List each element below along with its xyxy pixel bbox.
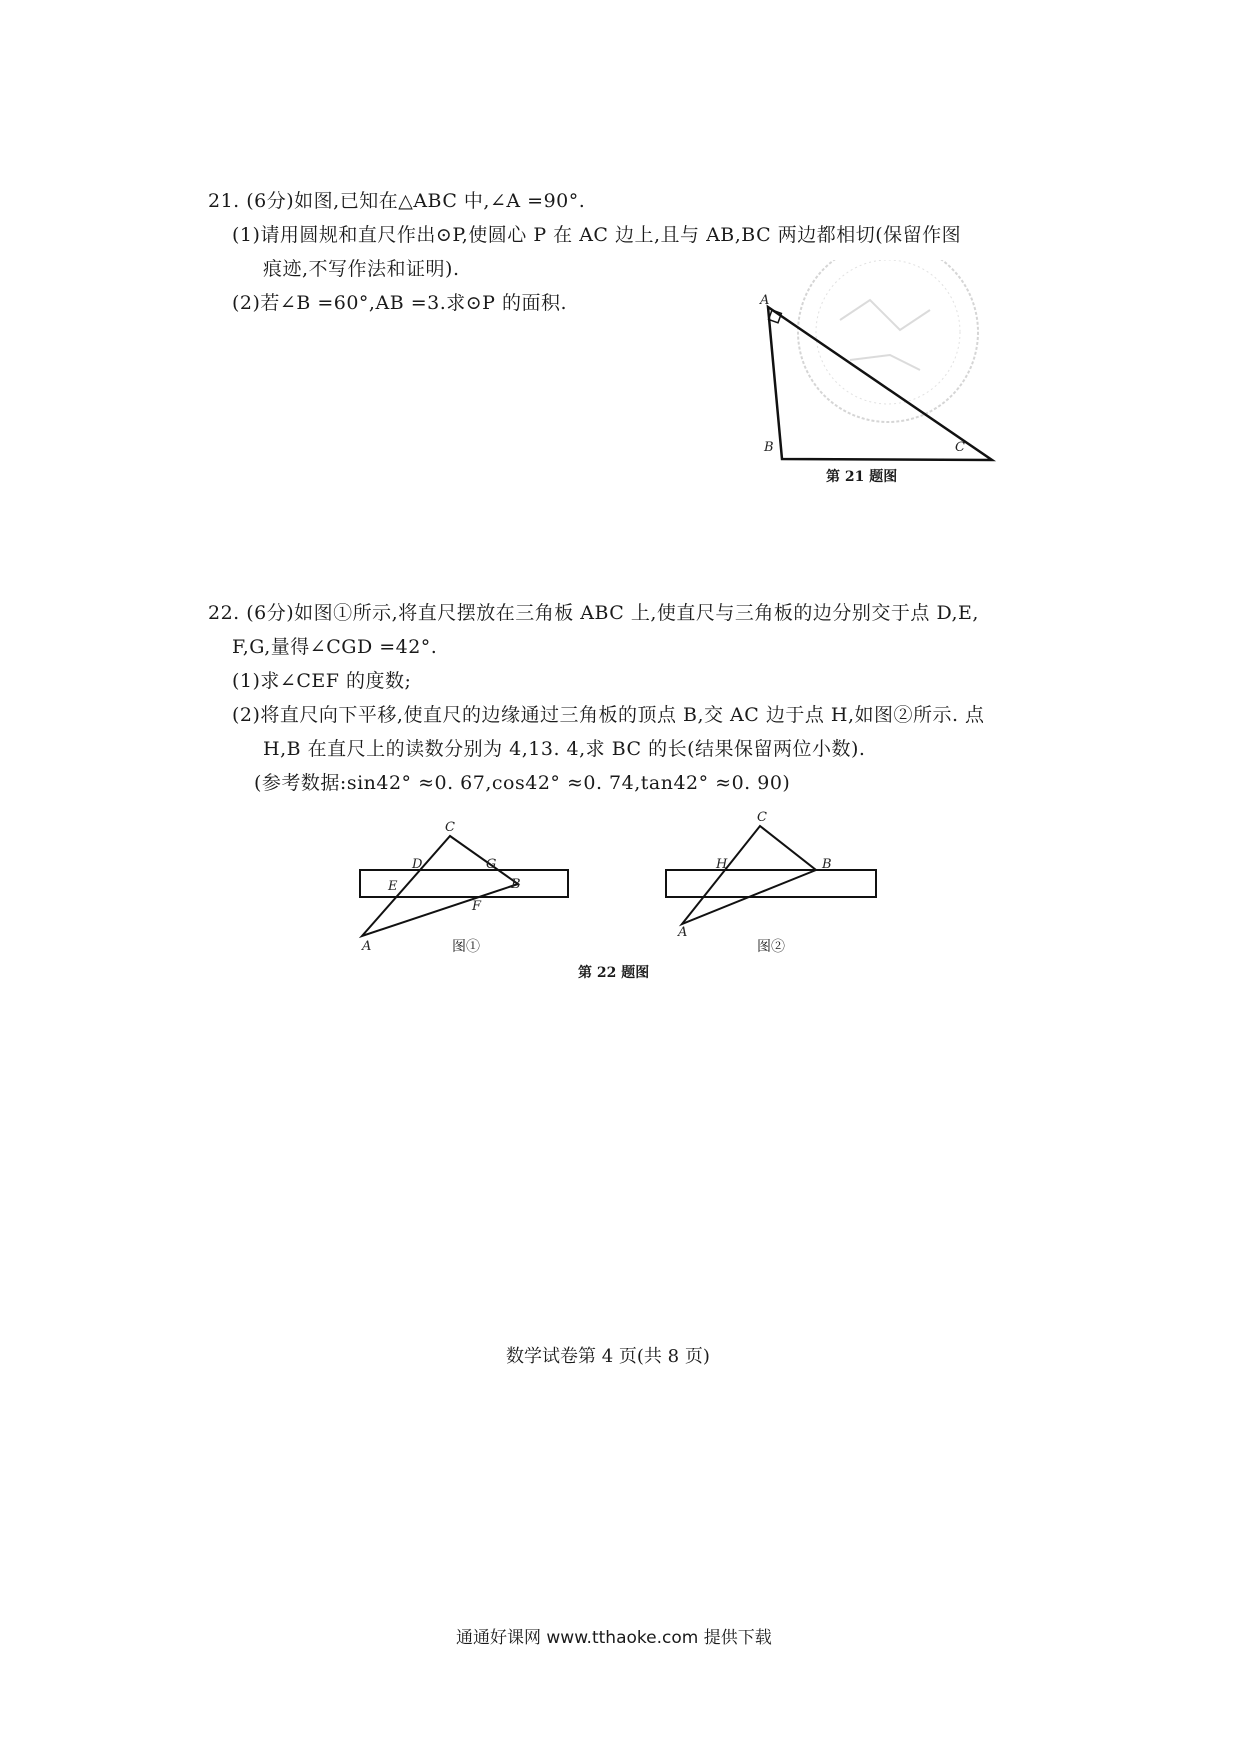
q21-caption: 第 21 题图 <box>826 469 898 485</box>
q21-heading: 21. (6分)如图,已知在△ABC 中,∠A =90°. <box>208 190 586 212</box>
q22-figure-2 <box>656 800 886 950</box>
label-e: E <box>388 879 398 894</box>
label-c: C <box>955 440 965 455</box>
label-b: B <box>822 857 832 872</box>
q22-reference-data: (参考数据:sin42° ≈0. 67,cos42° ≈0. 74,tan42° ≈0. 90) <box>254 772 791 794</box>
label-g: G <box>486 857 497 872</box>
q22-part2-line2: H,B 在直尺上的读数分别为 4,13. 4,求 BC 的长(结果保留两位小数). <box>263 738 866 760</box>
q21-part1-line2: 痕迹,不写作法和证明). <box>263 258 460 280</box>
label-b: B <box>764 440 774 455</box>
label-c: C <box>757 810 767 825</box>
label-a: A <box>760 293 770 308</box>
label-d: D <box>412 857 423 872</box>
q22-caption: 第 22 题图 <box>578 965 650 981</box>
q21-part2: (2)若∠B =60°,AB =3.求⊙P 的面积. <box>232 292 568 314</box>
q22-part1: (1)求∠CEF 的度数; <box>232 670 412 692</box>
seal-stamp <box>798 260 978 422</box>
label-h: H <box>716 857 728 872</box>
triangle-abc <box>768 307 992 460</box>
label-c: C <box>445 820 455 835</box>
q22-figure-2-caption: 图② <box>757 939 785 955</box>
triangle-abc <box>682 826 816 924</box>
download-credit: 通通好课网 www.tthaoke.com 提供下载 <box>456 1628 772 1648</box>
triangle-abc <box>362 836 518 936</box>
q22-figure-1-caption: 图① <box>452 939 480 955</box>
q21-figure <box>740 260 1000 470</box>
q22-heading: 22. (6分)如图①所示,将直尺摆放在三角板 ABC 上,使直尺与三角板的边分别交于点 D,E, <box>208 602 979 624</box>
q22-heading-cont: F,G,量得∠CGD =42°. <box>232 636 438 658</box>
label-a: A <box>678 925 688 940</box>
ruler <box>666 870 876 897</box>
label-f: F <box>472 899 482 914</box>
label-b: B <box>511 877 521 892</box>
page-footer: 数学试卷第 4 页(共 8 页) <box>506 1346 710 1367</box>
q22-part2-line1: (2)将直尺向下平移,使直尺的边缘通过三角板的顶点 B,交 AC 边于点 H,如图②所示. 点 <box>232 704 985 726</box>
label-a: A <box>362 939 372 954</box>
q21-part1-line1: (1)请用圆规和直尺作出⊙P,使圆心 P 在 AC 边上,且与 AB,BC 两边都相切(保留作图 <box>232 224 962 246</box>
